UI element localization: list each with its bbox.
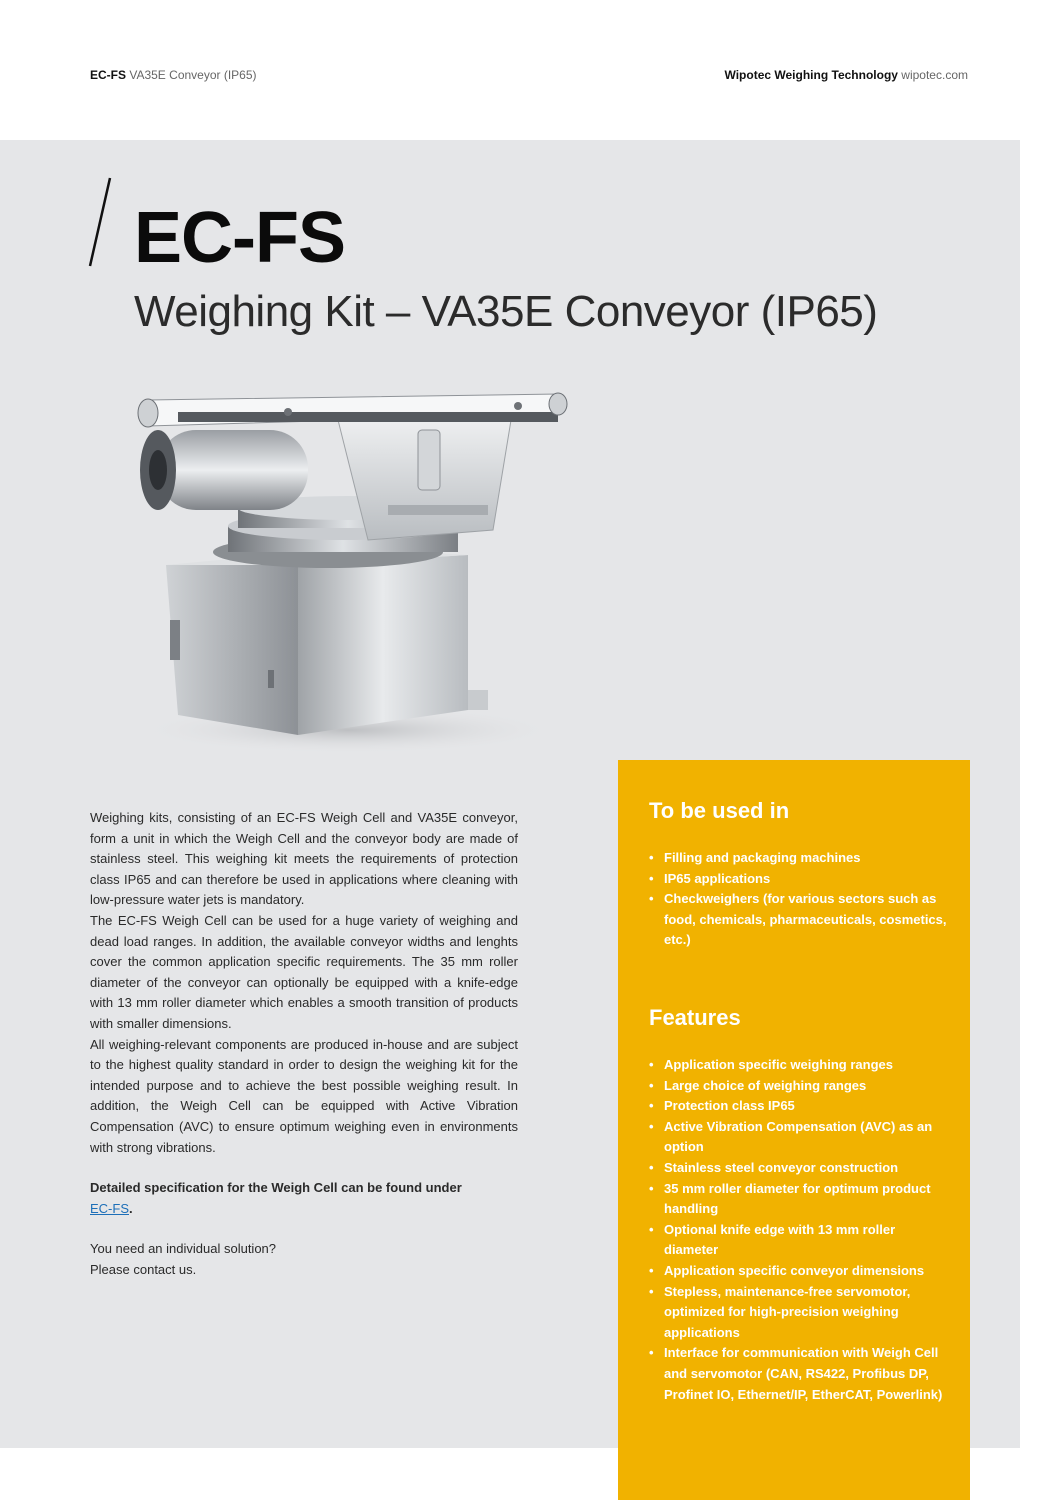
used-in-heading: To be used in — [649, 798, 790, 823]
used-in-item: • IP65 applications — [649, 869, 949, 890]
header-company: Wipotec Weighing Technology — [724, 68, 898, 82]
feature-item: • Protection class IP65 — [649, 1096, 949, 1117]
feature-item: • Stainless steel conveyor construction — [649, 1158, 949, 1179]
features-heading: Features — [649, 1005, 741, 1030]
feature-item: • 35 mm roller diameter for optimum product handling — [649, 1179, 949, 1220]
header-right — [725, 68, 969, 82]
info-sidebar — [618, 760, 970, 1500]
description-paragraph-1: Weighing kits, consisting of an EC-FS Weigh Cell and VA35E conveyor, form a unit in which the Weigh Cell and the conveyor body are made of stainless steel. This weighing kit meets the requirements of protection class IP65 and can therefore be used in applications where cleaning with low-pressure water jets is mandatory. — [90, 810, 518, 908]
feature-item: • Application specific weighing ranges — [649, 1055, 949, 1076]
feature-item: • Optional knife edge with 13 mm roller diameter — [649, 1220, 949, 1261]
used-in-item: • Filling and packaging machines — [649, 848, 949, 869]
header-product-name: VA35E Conveyor (IP65) — [129, 68, 257, 82]
header-product-code: EC-FS — [90, 68, 126, 82]
features-list — [649, 1055, 949, 1405]
header-left — [90, 68, 257, 82]
feature-item: • Interface for communication with Weigh Cell and servomotor (CAN, RS422, Profibus DP, Profinet IO, Ethernet/IP, EtherCAT, Powerlink) — [649, 1343, 949, 1405]
used-in-item: • Checkweighers (for various sectors such as food, chemicals, pharmaceuticals, cosmetics, etc.) — [649, 889, 949, 951]
specification-note — [90, 1178, 518, 1219]
description-paragraph-2: The EC-FS Weigh Cell can be used for a huge variety of weighing and dead load ranges. In addition, the available conveyor widths and lenghts cover the common application specific requirements. The 35 mm roller diameter of the conveyor can optionally be equipped with a knife-edge with 13 mm roller diameter which enables a smooth transition of products with smaller dimensions. — [90, 912, 518, 1031]
specification-end: . — [129, 1200, 133, 1216]
feature-item: • Active Vibration Compensation (AVC) as an option — [649, 1117, 949, 1158]
page-header — [0, 68, 1060, 88]
contact-note — [90, 1239, 518, 1280]
page-title: EC-FS — [134, 198, 345, 278]
specification-text: Detailed specification for the Weigh Cell can be found under — [90, 1180, 462, 1196]
title-slash-mark — [86, 176, 114, 268]
feature-item: • Large choice of weighing ranges — [649, 1076, 949, 1097]
description-body — [90, 808, 518, 1280]
product-image — [118, 380, 578, 760]
feature-item: • Application specific conveyor dimensions — [649, 1261, 949, 1282]
used-in-list — [649, 848, 949, 951]
header-website: wipotec.com — [901, 68, 968, 82]
ec-fs-link[interactable]: EC-FS — [90, 1200, 129, 1216]
contact-line-2: Please contact us. — [90, 1261, 197, 1277]
feature-item: • Stepless, maintenance-free servomotor, optimized for high-precision weighing applications — [649, 1282, 949, 1344]
contact-line-1: You need an individual solution? — [90, 1241, 277, 1257]
description-paragraph-3: All weighing-relevant components are produced in-house and are subject to the highest quality standard in order to design the weighing kit for the intended purpose and to achieve the best possible weighing result. In addition, the Weigh Cell can be equipped with Active Vibration Compensation (AVC) to ensure optimum weighing even in environments with strong vibrations. — [90, 1036, 518, 1155]
page-subtitle: Weighing Kit – VA35E Conveyor (IP65) — [134, 287, 878, 336]
